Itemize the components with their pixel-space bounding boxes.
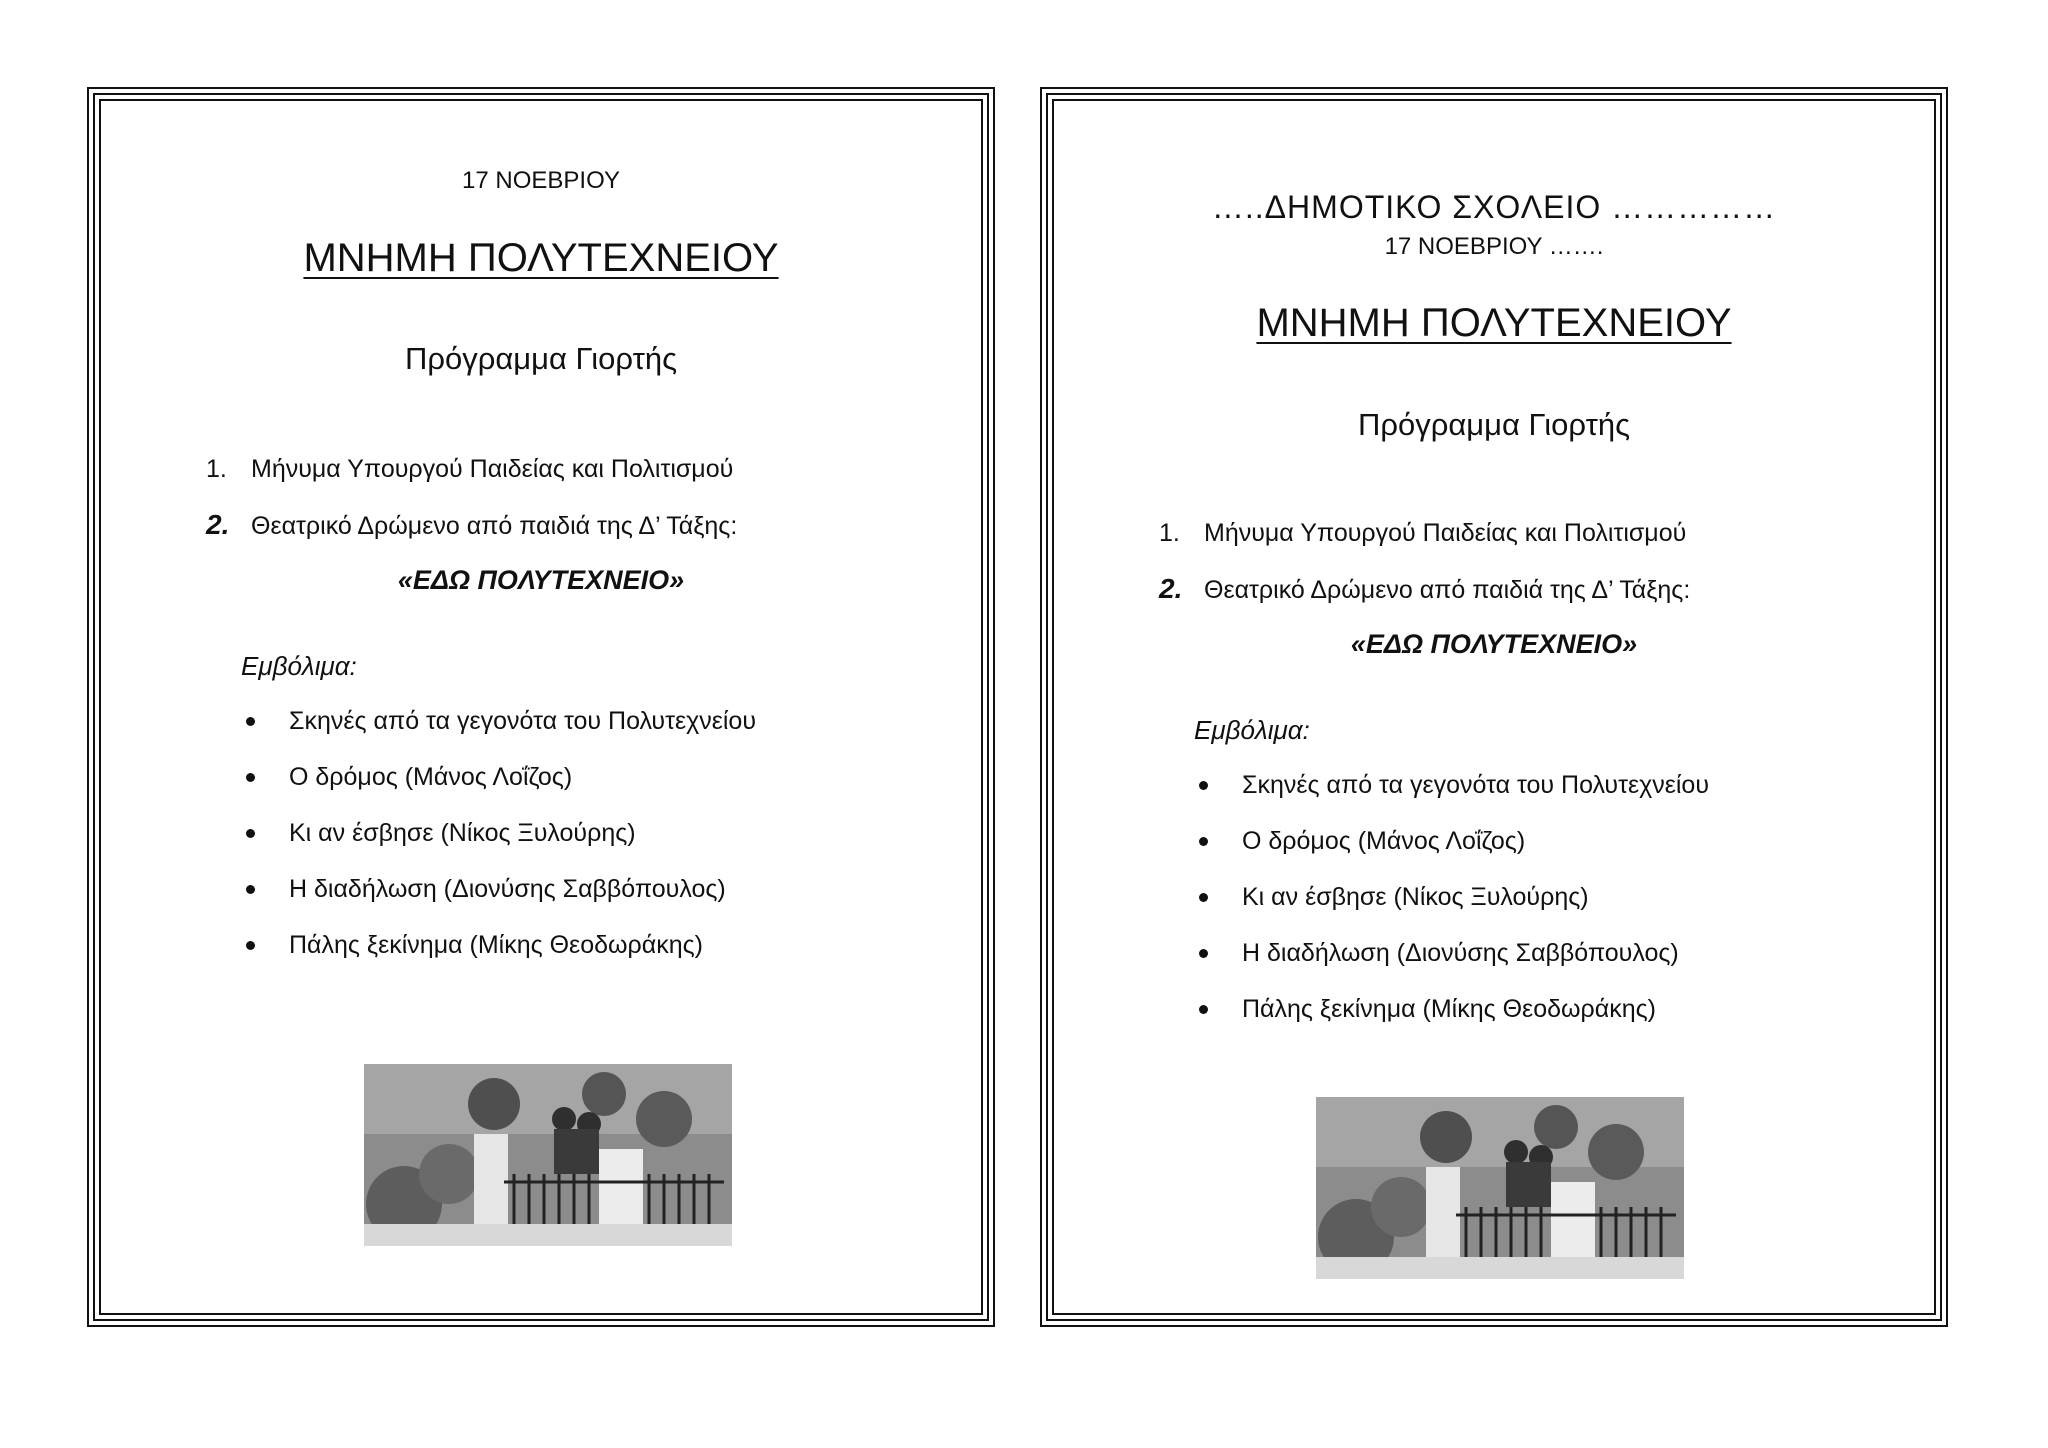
- inserts-label: Εμβόλιμα:: [241, 651, 357, 681]
- bullet-icon: [246, 717, 255, 726]
- card-content: [1052, 99, 1936, 1315]
- program-item-2: [1159, 573, 1690, 605]
- insert-item: [246, 875, 726, 904]
- insert-item: [1199, 827, 1525, 856]
- bullet-icon: [1199, 1005, 1208, 1014]
- insert-item: [1199, 939, 1679, 968]
- bullet-icon: [246, 885, 255, 894]
- bullet-icon: [1199, 781, 1208, 790]
- bullet-icon: [246, 829, 255, 838]
- card-frame-middle: [93, 93, 989, 1321]
- date-line: 17 ΝΟΕΒΡΙΟΥ: [462, 167, 620, 194]
- play-title: «ΕΔΩ ΠΟΛΥΤΕΧΝΕΙΟ»: [397, 565, 685, 595]
- item-text: Θεατρικό Δρώμενο από παιδιά της Δ’ Τάξης:: [251, 512, 738, 540]
- item-number: 2.: [1159, 573, 1183, 604]
- bullet-icon: [246, 941, 255, 950]
- insert-text: Ο δρόμος (Μάνος Λοΐζος): [1242, 827, 1526, 855]
- insert-text: Σκηνές από τα γεγονότα του Πολυτεχνείου: [289, 707, 757, 735]
- inserts-label: Εμβόλιμα:: [1194, 715, 1310, 745]
- insert-item: [1199, 995, 1656, 1024]
- bullet-icon: [1199, 837, 1208, 846]
- insert-text: Σκηνές από τα γεγονότα του Πολυτεχνείου: [1242, 771, 1710, 799]
- insert-item: [246, 707, 756, 736]
- bullet-icon: [246, 773, 255, 782]
- insert-text: Πάλης ξεκίνημα (Μίκης Θεοδωράκης): [289, 931, 703, 959]
- insert-item: [246, 819, 636, 848]
- play-title: «ΕΔΩ ΠΟΛΥΤΕΧΝΕΙΟ»: [1350, 629, 1638, 659]
- bullet-icon: [1199, 893, 1208, 902]
- card-frame-middle: [1046, 93, 1942, 1321]
- main-title: ΜΝΗΜΗ ΠΟΛΥΤΕΧΝΕΙΟΥ: [303, 236, 779, 280]
- card-content: [99, 99, 983, 1315]
- program-card-right: [1040, 87, 1948, 1327]
- date-line: 17 ΝΟΕΒΡΙΟΥ …….: [1384, 233, 1604, 260]
- program-item-1: [206, 455, 733, 484]
- insert-item: [246, 931, 703, 960]
- insert-text: Κι αν έσβησε (Νίκος Ξυλούρης): [289, 819, 636, 847]
- insert-text: Κι αν έσβησε (Νίκος Ξυλούρης): [1242, 883, 1589, 911]
- polytechnic-gate-photo: [1316, 1097, 1684, 1279]
- item-number: 2.: [206, 509, 230, 540]
- item-number: 1.: [1159, 519, 1180, 547]
- program-subtitle: Πρόγραμμα Γιορτής: [404, 341, 678, 376]
- insert-text: Η διαδήλωση (Διονύσης Σαββόπουλος): [289, 875, 726, 903]
- item-text: Μήνυμα Υπουργού Παιδείας και Πολιτισμού: [251, 455, 734, 483]
- item-number: 1.: [206, 455, 227, 483]
- polytechnic-gate-photo: [364, 1064, 732, 1246]
- program-item-1: [1159, 519, 1686, 548]
- item-text: Θεατρικό Δρώμενο από παιδιά της Δ’ Τάξης:: [1204, 576, 1691, 604]
- bullet-icon: [1199, 949, 1208, 958]
- insert-text: Η διαδήλωση (Διονύσης Σαββόπουλος): [1242, 939, 1679, 967]
- school-name-line: …..ΔΗΜΟΤΙΚΟ ΣΧΟΛΕΙΟ ……………: [1211, 189, 1777, 225]
- insert-item: [1199, 883, 1589, 912]
- program-card-left: [87, 87, 995, 1327]
- insert-item: [246, 763, 572, 792]
- insert-text: Ο δρόμος (Μάνος Λοΐζος): [289, 763, 573, 791]
- insert-item: [1199, 771, 1709, 800]
- item-text: Μήνυμα Υπουργού Παιδείας και Πολιτισμού: [1204, 519, 1687, 547]
- main-title: ΜΝΗΜΗ ΠΟΛΥΤΕΧΝΕΙΟΥ: [1256, 301, 1732, 345]
- program-item-2: [206, 509, 737, 541]
- insert-text: Πάλης ξεκίνημα (Μίκης Θεοδωράκης): [1242, 995, 1656, 1023]
- program-subtitle: Πρόγραμμα Γιορτής: [1357, 407, 1631, 442]
